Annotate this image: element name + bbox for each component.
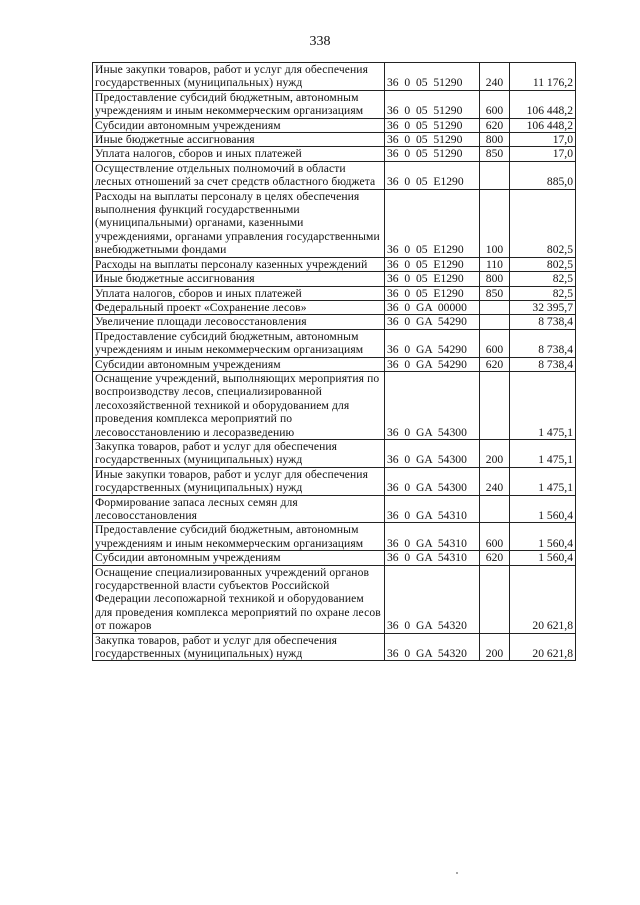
target-article-code-cell: 36 0 GA 54290 (385, 329, 480, 357)
budget-table-body (93, 63, 576, 661)
expense-name-cell: Федеральный проект «Сохранение лесов» (93, 300, 385, 314)
table-row (93, 300, 576, 314)
table-row (93, 272, 576, 286)
amount-cell: 11 176,2 (510, 63, 576, 91)
target-article-code-cell: 36 0 05 E1290 (385, 257, 480, 271)
expense-type-cell: 240 (480, 63, 510, 91)
expense-name-cell: Расходы на выплаты персоналу казенных учреждений (93, 257, 385, 271)
table-row (93, 565, 576, 633)
expense-type-cell: 850 (480, 286, 510, 300)
table-row (93, 439, 576, 467)
amount-cell: 8 738,4 (510, 357, 576, 371)
expense-name-cell: Иные закупки товаров, работ и услуг для обеспечения государственных (муниципальных) нужд (93, 467, 385, 495)
expense-name-cell: Закупка товаров, работ и услуг для обеспечения государственных (муниципальных) нужд (93, 439, 385, 467)
target-article-code-cell: 36 0 05 51290 (385, 133, 480, 147)
amount-cell: 1 560,4 (510, 523, 576, 551)
expense-name-cell: Иные бюджетные ассигнования (93, 272, 385, 286)
table-row (93, 633, 576, 661)
expense-name-cell: Оснащение специализированных учреждений органов государственной власти субъектов Российской Федерации лесопожарной техникой и оборудованием для проведения комплекса мероприятий по охране лесов от пожаров (93, 565, 385, 633)
amount-cell: 1 475,1 (510, 371, 576, 439)
table-row (93, 147, 576, 161)
target-article-code-cell: 36 0 GA 54310 (385, 495, 480, 523)
expense-type-cell: 100 (480, 189, 510, 257)
table-row (93, 63, 576, 91)
scan-speck (456, 872, 458, 874)
amount-cell: 1 560,4 (510, 551, 576, 565)
target-article-code-cell: 36 0 GA 54290 (385, 357, 480, 371)
expense-type-cell: 800 (480, 272, 510, 286)
target-article-code-cell: 36 0 GA 54310 (385, 551, 480, 565)
amount-cell: 1 475,1 (510, 439, 576, 467)
expense-name-cell: Оснащение учреждений, выполняющих мероприятия по воспроизводству лесов, специализированной лесохозяйственной техникой и оборудованием для проведения комплекса мероприятий по лесовосстановлению и лесоразведению (93, 371, 385, 439)
table-row (93, 118, 576, 132)
expense-type-cell: 110 (480, 257, 510, 271)
table-row (93, 329, 576, 357)
expense-name-cell: Предоставление субсидий бюджетным, автономным учреждениям и иным некоммерческим организациям (93, 90, 385, 118)
expense-name-cell: Субсидии автономным учреждениям (93, 357, 385, 371)
target-article-code-cell: 36 0 GA 00000 (385, 300, 480, 314)
amount-cell: 8 738,4 (510, 315, 576, 329)
amount-cell: 82,5 (510, 286, 576, 300)
expense-type-cell: 800 (480, 133, 510, 147)
amount-cell: 802,5 (510, 189, 576, 257)
expense-type-cell (480, 371, 510, 439)
table-row (93, 467, 576, 495)
table-row (93, 286, 576, 300)
expense-type-cell: 620 (480, 357, 510, 371)
expense-name-cell: Расходы на выплаты персоналу в целях обеспечения выполнения функций государственными (муниципальными) органами, казенными учреждениями, органами управления государственными внебюджетными фондами (93, 189, 385, 257)
table-row (93, 161, 576, 189)
amount-cell: 106 448,2 (510, 118, 576, 132)
amount-cell: 20 621,8 (510, 565, 576, 633)
expense-type-cell: 600 (480, 523, 510, 551)
target-article-code-cell: 36 0 05 E1290 (385, 161, 480, 189)
expense-name-cell: Осуществление отдельных полномочий в области лесных отношений за счет средств областного бюджета (93, 161, 385, 189)
expense-name-cell: Предоставление субсидий бюджетным, автономным учреждениям и иным некоммерческим организациям (93, 329, 385, 357)
expense-name-cell: Формирование запаса лесных семян для лесовосстановления (93, 495, 385, 523)
amount-cell: 106 448,2 (510, 90, 576, 118)
expense-type-cell: 850 (480, 147, 510, 161)
expense-name-cell: Субсидии автономным учреждениям (93, 551, 385, 565)
expense-name-cell: Уплата налогов, сборов и иных платежей (93, 147, 385, 161)
table-row (93, 315, 576, 329)
target-article-code-cell: 36 0 GA 54310 (385, 523, 480, 551)
target-article-code-cell: 36 0 05 51290 (385, 90, 480, 118)
target-article-code-cell: 36 0 GA 54300 (385, 439, 480, 467)
expense-type-cell: 620 (480, 551, 510, 565)
table-row (93, 551, 576, 565)
table-row (93, 90, 576, 118)
target-article-code-cell: 36 0 05 E1290 (385, 286, 480, 300)
amount-cell: 1 560,4 (510, 495, 576, 523)
target-article-code-cell: 36 0 GA 54300 (385, 371, 480, 439)
amount-cell: 802,5 (510, 257, 576, 271)
amount-cell: 8 738,4 (510, 329, 576, 357)
expense-name-cell: Увеличение площади лесовосстановления (93, 315, 385, 329)
expense-type-cell: 600 (480, 329, 510, 357)
table-row (93, 189, 576, 257)
expense-type-cell: 600 (480, 90, 510, 118)
target-article-code-cell: 36 0 GA 54300 (385, 467, 480, 495)
expense-type-cell (480, 300, 510, 314)
expense-name-cell: Закупка товаров, работ и услуг для обеспечения государственных (муниципальных) нужд (93, 633, 385, 661)
amount-cell: 82,5 (510, 272, 576, 286)
amount-cell: 1 475,1 (510, 467, 576, 495)
expense-name-cell: Предоставление субсидий бюджетным, автономным учреждениям и иным некоммерческим организациям (93, 523, 385, 551)
expense-name-cell: Субсидии автономным учреждениям (93, 118, 385, 132)
amount-cell: 17,0 (510, 147, 576, 161)
table-row (93, 523, 576, 551)
expense-name-cell: Иные бюджетные ассигнования (93, 133, 385, 147)
amount-cell: 20 621,8 (510, 633, 576, 661)
table-row (93, 495, 576, 523)
target-article-code-cell: 36 0 05 E1290 (385, 189, 480, 257)
expense-type-cell: 240 (480, 467, 510, 495)
expense-name-cell: Уплата налогов, сборов и иных платежей (93, 286, 385, 300)
table-row (93, 257, 576, 271)
expense-type-cell: 620 (480, 118, 510, 132)
page-number: 338 (309, 34, 331, 49)
table-row (93, 357, 576, 371)
amount-cell: 17,0 (510, 133, 576, 147)
amount-cell: 32 395,7 (510, 300, 576, 314)
expense-type-cell: 200 (480, 633, 510, 661)
table-row (93, 133, 576, 147)
expense-type-cell: 200 (480, 439, 510, 467)
target-article-code-cell: 36 0 05 51290 (385, 63, 480, 91)
expense-type-cell (480, 565, 510, 633)
target-article-code-cell: 36 0 05 51290 (385, 147, 480, 161)
expense-type-cell (480, 495, 510, 523)
expense-name-cell: Иные закупки товаров, работ и услуг для обеспечения государственных (муниципальных) нужд (93, 63, 385, 91)
expense-type-cell (480, 161, 510, 189)
target-article-code-cell: 36 0 05 51290 (385, 118, 480, 132)
target-article-code-cell: 36 0 05 E1290 (385, 272, 480, 286)
target-article-code-cell: 36 0 GA 54320 (385, 633, 480, 661)
target-article-code-cell: 36 0 GA 54320 (385, 565, 480, 633)
expense-type-cell (480, 315, 510, 329)
table-row (93, 371, 576, 439)
amount-cell: 885,0 (510, 161, 576, 189)
target-article-code-cell: 36 0 GA 54290 (385, 315, 480, 329)
budget-table (92, 62, 576, 661)
